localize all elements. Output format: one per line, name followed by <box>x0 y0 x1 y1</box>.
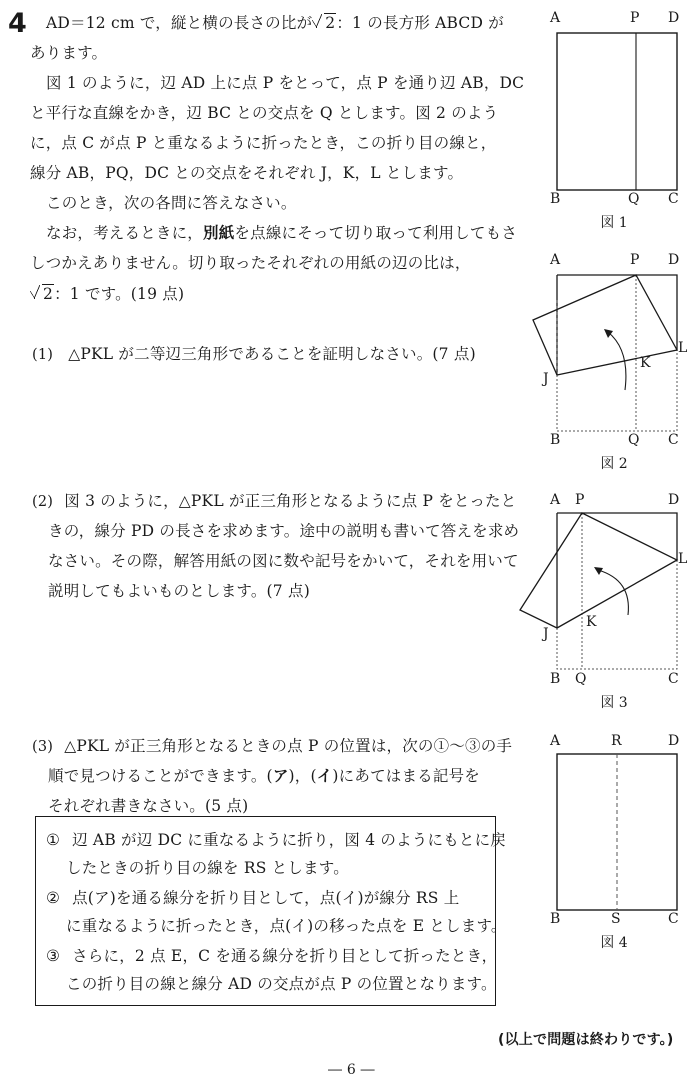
q2-line-4: 説明してもよいものとします。(7 点) <box>48 582 310 600</box>
q3-line-1: (3) △PKL が正三角形となるときの点 P の位置は，次の①～③の手 <box>32 737 513 755</box>
fig4-label-r: R <box>611 733 622 749</box>
intro-line-2: あります。 <box>30 44 108 62</box>
page-number: ― 6 ― <box>328 1062 375 1078</box>
step-2-line-2: に重なるように折ったとき，点(イ)の移った点を E とします。 <box>66 917 507 935</box>
intro-line-10: 2：1 です。(19 点) <box>30 281 184 307</box>
fig2-caption: 図 2 <box>600 456 628 472</box>
fig2-label-k: K <box>640 355 651 371</box>
fig3-label-q: Q <box>575 671 587 687</box>
fig1-label-a: A <box>550 10 561 26</box>
q2-line-3: なさい。その際，解答用紙の図に数や記号をかいて，それを用いて <box>48 552 519 570</box>
fig4-label-s: S <box>611 911 621 927</box>
q1-text: △PKL が二等辺三角形であることを証明しなさい。(7 点) <box>68 345 476 363</box>
step-2-line-1: ② 点(ア)を通る線分を折り目として，点(イ)が線分 RS 上 <box>46 889 460 907</box>
q3-number: (3) <box>32 739 54 755</box>
sqrt-symbol: 2 <box>312 10 336 36</box>
q3-line-2: 順で見つけることができます。(ア)，(イ)にあてはまる記号を <box>48 767 480 785</box>
intro-line-3: 図 1 のように，辺 AD 上に点 P をとって，点 P を通り辺 AB，DC <box>46 74 525 92</box>
q3-line-3: それぞれ書きなさい。(5 点) <box>48 797 249 815</box>
fig4-label-d: D <box>668 733 680 749</box>
fig4-label-a: A <box>550 733 561 749</box>
fig4-label-b: B <box>550 911 561 927</box>
step-3-line-2: この折り目の線と線分 AD の交点が点 P の位置となります。 <box>66 975 497 993</box>
intro-line-9: しつかえありません。切り取ったそれぞれの用紙の辺の比は， <box>30 254 471 272</box>
separate-sheet-emphasis: 別紙 <box>203 224 235 242</box>
fig2-label-c: C <box>668 432 679 448</box>
q2-line-2: きの，線分 PD の長さを求めます。途中の説明も書いて答えを求め <box>48 522 520 540</box>
intro-line-6: 線分 AB，PQ，DC との交点をそれぞれ J，K，L とします。 <box>30 164 464 182</box>
fig3-label-b: B <box>550 671 561 687</box>
q2-line-1: (2) 図 3 のように，△PKL が正三角形となるように点 P をとったと <box>32 492 517 510</box>
intro-line-8: なお，考えるときに，別紙を点線にそって切り取って利用してもさ <box>46 224 518 242</box>
fig2-label-d: D <box>668 252 680 268</box>
question-number: 4 <box>8 8 27 39</box>
fig2-label-b: B <box>550 432 561 448</box>
fig2-label-p: P <box>630 252 640 268</box>
end-note: (以上で問題は終わりです。) <box>498 1032 674 1048</box>
fig3-label-p: P <box>575 492 585 508</box>
fig3-label-c: C <box>668 671 679 687</box>
step-1-line-2: したときの折り目の線を RS とします。 <box>66 859 349 877</box>
fig3-label-l: L <box>678 551 688 567</box>
fig1-label-b: B <box>550 191 561 207</box>
fig1-caption: 図 1 <box>600 215 628 231</box>
q2-number: (2) <box>32 494 54 510</box>
fig1-label-d: D <box>668 10 680 26</box>
step-3-line-1: ③ さらに，2 点 E，C を通る線分を折り目として折ったとき， <box>46 947 498 965</box>
fig3-label-a: A <box>550 492 561 508</box>
fig4-label-c: C <box>668 911 679 927</box>
q1-number: (1) <box>32 347 54 363</box>
fig2-label-j: J <box>543 371 549 387</box>
fig2-label-a: A <box>550 252 561 268</box>
fig1-label-q: Q <box>628 191 640 207</box>
fig3-label-k: K <box>586 614 597 630</box>
fig1-label-p: P <box>630 10 640 26</box>
fig4-caption: 図 4 <box>600 935 628 951</box>
intro-line-5: に，点 C が点 P と重なるように折ったとき，この折り目の線と， <box>30 134 497 152</box>
fig2-label-q: Q <box>628 432 640 448</box>
blank-i: イ <box>316 767 333 785</box>
sqrt-symbol: 2 <box>30 281 54 307</box>
fig1-label-c: C <box>668 191 679 207</box>
intro-line-7: このとき，次の各問に答えなさい。 <box>46 194 297 212</box>
intro-line-4: と平行な直線をかき，辺 BC との交点を Q とします。図 2 のよう <box>30 104 499 122</box>
fig3-label-j: J <box>543 626 549 642</box>
fig3-caption: 図 3 <box>600 695 628 711</box>
step-1-line-1: ① 辺 AB が辺 DC に重なるように折り，図 4 のようにもとに戻 <box>46 831 507 849</box>
intro-line-1: AD＝12 cm で，縦と横の長さの比が 2：1 の長方形 ABCD が <box>46 10 504 36</box>
fig3-label-d: D <box>668 492 680 508</box>
blank-a: ア <box>272 767 289 785</box>
fig2-label-l: L <box>678 340 688 356</box>
